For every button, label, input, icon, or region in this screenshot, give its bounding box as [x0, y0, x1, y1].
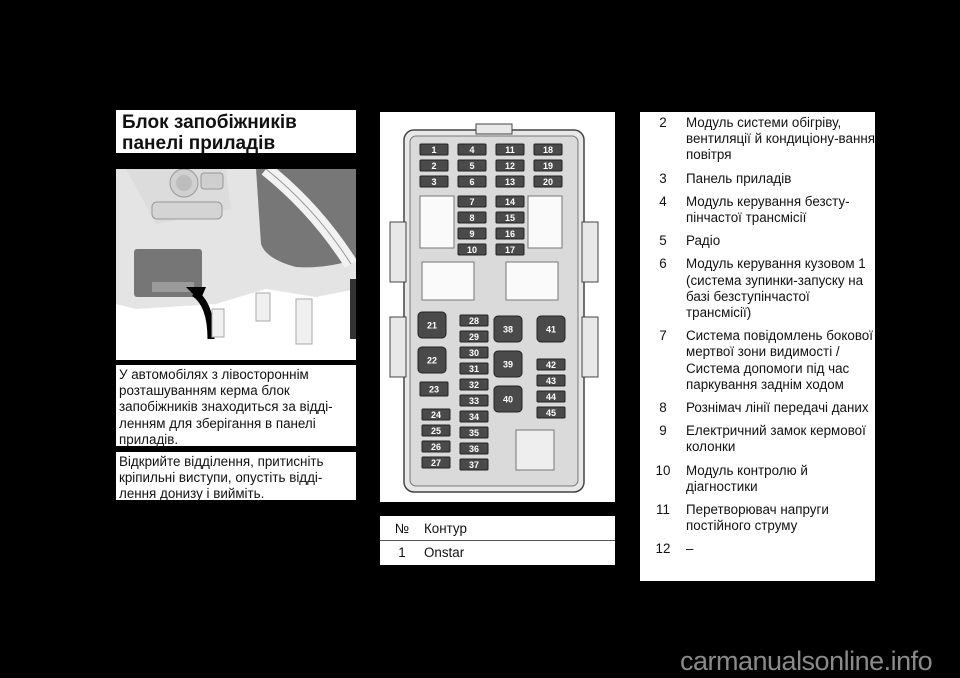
svg-text:13: 13	[504, 177, 516, 187]
svg-text:11: 11	[505, 145, 515, 155]
svg-text:7: 7	[469, 197, 475, 207]
svg-text:21: 21	[426, 320, 438, 331]
section-title	[116, 110, 356, 153]
item-text: Панель приладів	[686, 170, 792, 186]
svg-text:27: 27	[430, 458, 442, 468]
svg-text:16: 16	[504, 229, 516, 239]
header-circuit: Контур	[424, 520, 467, 536]
svg-text:44: 44	[545, 392, 557, 402]
item-text: Радіо	[686, 233, 721, 249]
list-item	[640, 541, 875, 557]
svg-text:42: 42	[545, 360, 557, 370]
list-item	[640, 423, 875, 455]
svg-text:14: 14	[504, 197, 516, 207]
item-text: Електричний замок кермової колонки	[686, 423, 866, 455]
svg-text:19: 19	[542, 161, 554, 171]
svg-text:31: 31	[468, 364, 480, 374]
title-line-2: панелі приладів	[122, 133, 276, 154]
row-number: 1	[398, 545, 406, 560]
list-item	[640, 115, 875, 164]
svg-text:2: 2	[431, 161, 437, 171]
svg-text:33: 33	[468, 396, 480, 406]
svg-text:39: 39	[502, 359, 514, 370]
circuit-table	[380, 516, 615, 565]
svg-text:6: 6	[469, 177, 475, 187]
title-line-1: Блок запобіжників	[122, 112, 297, 133]
item-number: 2	[659, 115, 667, 130]
svg-text:17: 17	[504, 245, 516, 255]
svg-text:37: 37	[468, 460, 480, 470]
item-text: Перетворювач напруги постійного струму	[686, 502, 829, 534]
svg-text:26: 26	[430, 442, 442, 452]
svg-text:40: 40	[502, 394, 514, 405]
svg-text:38: 38	[502, 324, 514, 335]
svg-text:25: 25	[430, 426, 442, 436]
list-item	[640, 171, 875, 187]
header-number: №	[394, 520, 410, 536]
item-text: Модуль системи обігріву, вентиляції й кондиціону-вання повітря	[686, 115, 876, 163]
svg-text:24: 24	[430, 410, 442, 420]
list-item	[640, 194, 875, 226]
table-header	[380, 516, 615, 541]
list-item	[640, 256, 875, 321]
svg-text:5: 5	[469, 161, 475, 171]
item-number: 10	[655, 462, 671, 478]
svg-text:41: 41	[545, 324, 557, 335]
circuit-list	[640, 112, 875, 581]
item-text: –	[686, 541, 694, 557]
fuse-box-diagram	[380, 112, 615, 502]
item-number: 9	[659, 423, 667, 439]
item-number: 11	[656, 502, 670, 518]
svg-text:45: 45	[545, 408, 557, 418]
svg-text:4: 4	[469, 145, 475, 155]
svg-text:34: 34	[468, 412, 480, 422]
item-number: 6	[659, 256, 667, 272]
svg-text:29: 29	[468, 332, 480, 342]
row-circuit: Onstar	[424, 545, 465, 560]
item-number: 8	[659, 400, 667, 416]
dashboard-illustration	[116, 169, 356, 360]
list-item	[640, 233, 875, 249]
svg-text:1: 1	[431, 145, 437, 155]
item-text: Модуль контролю й діагностики	[686, 462, 808, 494]
svg-text:3: 3	[431, 177, 437, 187]
item-number: 5	[659, 233, 667, 249]
svg-text:15: 15	[504, 213, 516, 223]
svg-text:8: 8	[469, 213, 475, 223]
list-item	[640, 463, 875, 495]
watermark: carmanualsonline.info	[680, 646, 933, 676]
svg-text:23: 23	[428, 384, 440, 395]
item-number: 7	[659, 328, 667, 344]
svg-text:22: 22	[426, 355, 438, 366]
svg-text:18: 18	[542, 145, 554, 155]
svg-text:43: 43	[545, 376, 557, 386]
list-item	[640, 400, 875, 416]
item-number: 3	[659, 170, 667, 186]
item-text: Модуль керування кузовом 1 (система зупинки-запуску на базі безступінчастої трансмісії)	[686, 256, 866, 321]
svg-text:12: 12	[504, 161, 516, 171]
item-number: 4	[659, 193, 667, 209]
item-text: Модуль керування безсту-пінчастої трансмісії	[686, 193, 850, 226]
item-text: Система повідомлень бокової мертвої зони видимості / Система допомоги під час паркування заднім ходом	[686, 328, 873, 392]
svg-text:9: 9	[469, 229, 475, 239]
svg-text:30: 30	[468, 348, 480, 358]
svg-text:10: 10	[466, 245, 478, 255]
item-text: Рознімач лінії передачі даних	[686, 400, 869, 416]
removal-paragraph: Відкрийте відділення, притисніть кріпильні виступи, опустіть відді-лення донизу і вийміть.	[116, 452, 356, 500]
list-item	[640, 328, 875, 393]
location-paragraph: У автомобілях з лівостороннім розташуванням керма блок запобіжників знаходиться за відді-ленням для зберігання в панелі приладів.	[116, 365, 356, 446]
svg-text:32: 32	[468, 380, 480, 390]
list-item	[640, 502, 875, 534]
table-row	[380, 541, 615, 564]
item-number: 12	[655, 541, 671, 557]
svg-text:35: 35	[468, 428, 480, 438]
svg-text:36: 36	[468, 444, 480, 454]
svg-text:20: 20	[542, 177, 554, 187]
svg-text:28: 28	[468, 316, 480, 326]
